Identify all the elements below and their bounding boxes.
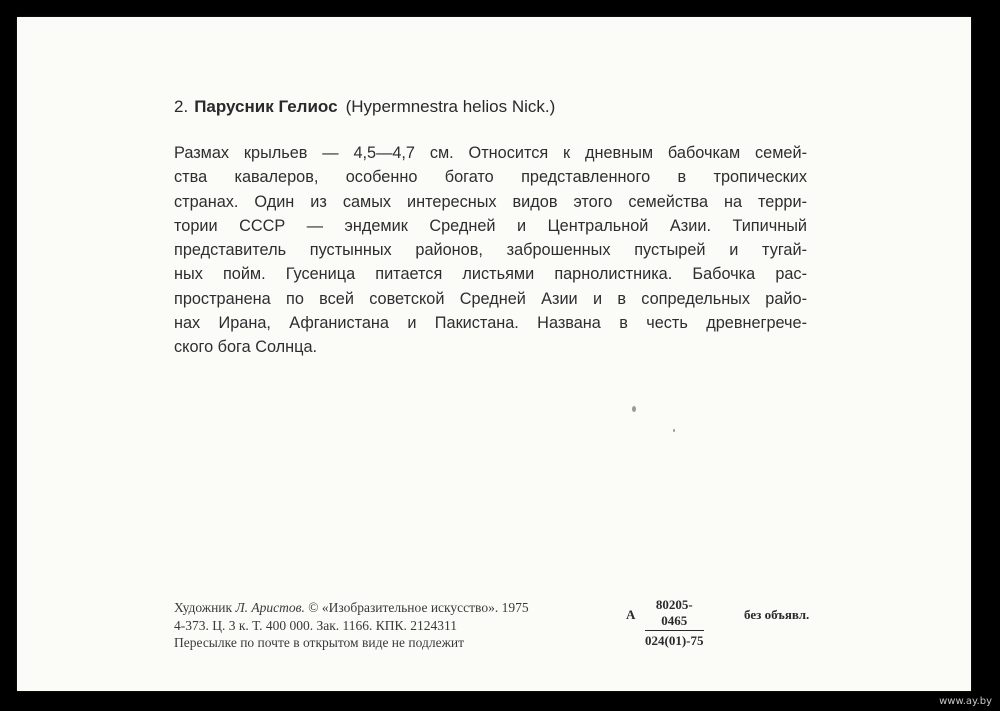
latin-name: (Hypermnestra helios Nick.): [345, 97, 556, 116]
postcard-back: [17, 17, 971, 691]
description-line: ных пойм. Гусеница питается листьями парнолистника. Бабочка рас-: [174, 265, 807, 284]
artist-name: Л. Аристов.: [235, 600, 305, 615]
publisher-imprint: [174, 599, 529, 652]
artist-label: Художник: [174, 600, 233, 615]
description-line: нах Ирана, Афганистана и Пакистана. Названа в честь древнегрече-: [174, 314, 807, 333]
imprint-line-2: 4-373. Ц. 3 к. Т. 400 000. Зак. 1166. КПК. 2124311: [174, 617, 458, 633]
description-line: ского бога Солнца.: [174, 338, 318, 357]
description-line: Размах крыльев — 4,5—4,7 см. Относится к дневным бабочкам семей-: [174, 144, 807, 162]
imprint-line-1: [174, 599, 529, 617]
paper-speck: [673, 429, 675, 432]
price-code-letter: А: [626, 607, 636, 622]
card-title: [174, 97, 555, 117]
description-line: пространена по всей советской Средней Азии и в сопредельных райо-: [174, 289, 807, 308]
price-code-denominator: 024(01)-75: [645, 633, 704, 648]
price-code-note: без объявл.: [744, 607, 810, 622]
price-code-numerator: 80205-0465: [645, 597, 704, 631]
imprint-line-3: Пересылке по почте в открытом виде не подлежит: [174, 635, 465, 650]
description-text: [174, 141, 807, 360]
card-number: 2.: [174, 97, 189, 116]
description-line: представитель пустынных районов, заброшенных пустырей и тугай-: [174, 241, 807, 260]
publisher-name: © «Изобразительное искусство». 1975: [308, 600, 529, 615]
description-line: тории СССР — эндемик Средней и Центральной Азии. Типичный: [174, 216, 807, 235]
description-line: странах. Один из самых интересных видов этого семейства на терри-: [174, 192, 807, 211]
site-watermark: www.ay.by: [939, 696, 992, 707]
price-code-fraction: [645, 597, 704, 649]
description-line: ства кавалеров, особенно богато представленного в тропических: [174, 168, 807, 187]
paper-speck: [632, 406, 636, 412]
species-name: Парусник Гелиос: [194, 97, 338, 116]
